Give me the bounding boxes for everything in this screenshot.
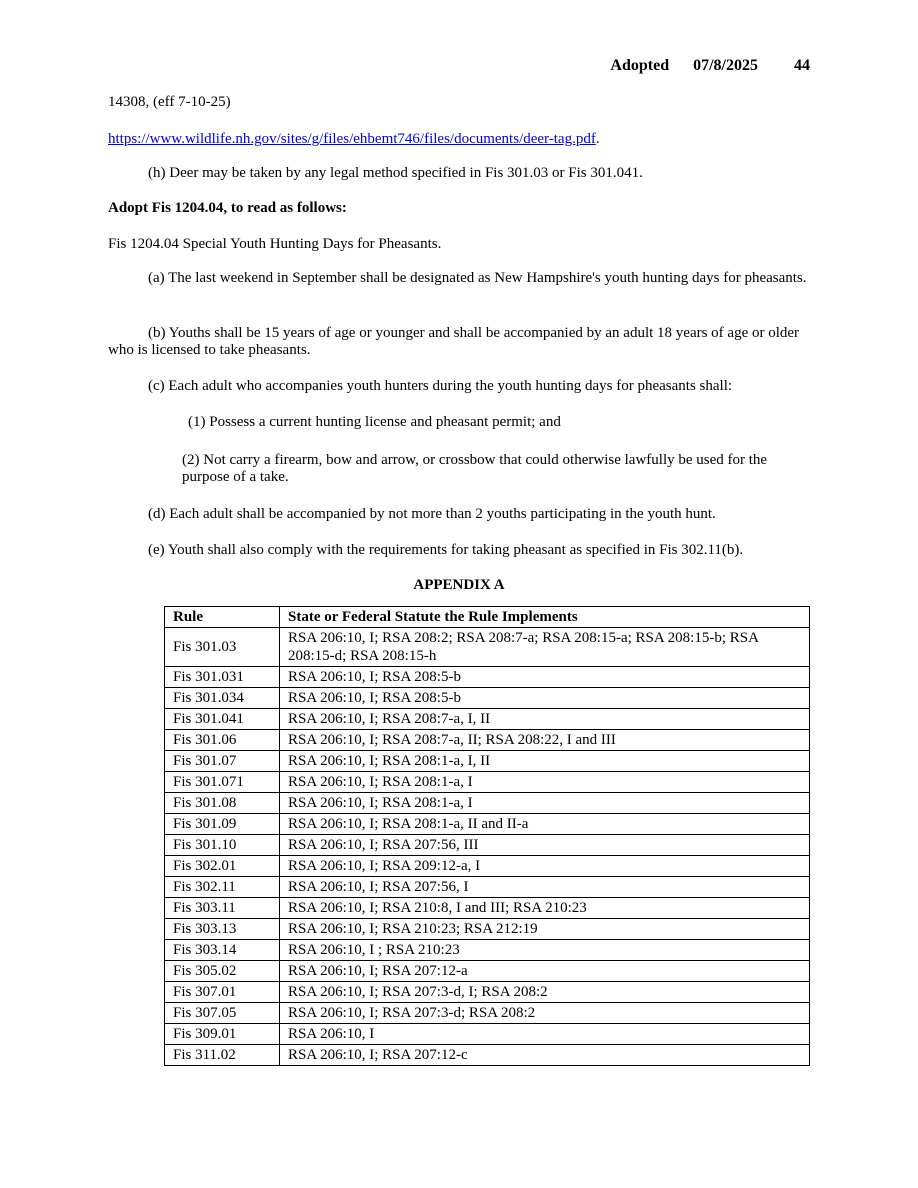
table-header-row	[165, 607, 810, 628]
rule-cell: Fis 302.01	[165, 856, 280, 877]
rule-cell: Fis 301.09	[165, 814, 280, 835]
paragraph-e: (e) Youth shall also comply with the requirements for taking pheasant as specified in Fis 302.11(b).	[148, 542, 744, 558]
link-line	[108, 131, 810, 148]
rule-cell: Fis 305.02	[165, 961, 280, 982]
page-number: 44	[794, 57, 810, 74]
rule-cell: Fis 301.071	[165, 772, 280, 793]
rule-cell: Fis 301.10	[165, 835, 280, 856]
statute-cell: RSA 206:10, I; RSA 208:1-a, II and II-a	[280, 814, 810, 835]
table-row	[165, 877, 810, 898]
statute-cell: RSA 206:10, I; RSA 207:12-a	[280, 961, 810, 982]
rule-cell: Fis 301.03	[165, 628, 280, 667]
rule-cell: Fis 301.08	[165, 793, 280, 814]
rule-cell: Fis 303.13	[165, 919, 280, 940]
rule-cell: Fis 301.031	[165, 667, 280, 688]
table-row	[165, 1045, 810, 1066]
statute-cell: RSA 206:10, I; RSA 208:2; RSA 208:7-a; RSA 208:15-a; RSA 208:15-b; RSA 208:15-d; RSA 208:15-h	[280, 628, 810, 667]
deer-tag-link[interactable]: https://www.wildlife.nh.gov/sites/g/files/ehbemt746/files/documents/deer-tag.pdf	[108, 131, 596, 147]
table-row	[165, 814, 810, 835]
table-row	[165, 1024, 810, 1045]
table-row	[165, 751, 810, 772]
rule-cell: Fis 307.01	[165, 982, 280, 1003]
column-header-rule: Rule	[165, 607, 280, 628]
adopted-date: 07/8/2025	[693, 57, 758, 74]
page-header	[610, 57, 810, 74]
rule-cell: Fis 303.14	[165, 940, 280, 961]
statute-cell: RSA 206:10, I; RSA 208:7-a, I, II	[280, 709, 810, 730]
statute-cell: RSA 206:10, I; RSA 209:12-a, I	[280, 856, 810, 877]
table-row	[165, 835, 810, 856]
rule-cell: Fis 309.01	[165, 1024, 280, 1045]
rule-cell: Fis 307.05	[165, 1003, 280, 1024]
paragraph-c: (c) Each adult who accompanies youth hunters during the youth hunting days for pheasants shall:	[148, 378, 733, 394]
statute-cell: RSA 206:10, I; RSA 207:3-d, I; RSA 208:2	[280, 982, 810, 1003]
statute-cell: RSA 206:10, I; RSA 210:23; RSA 212:19	[280, 919, 810, 940]
paragraph-b: (b) Youths shall be 15 years of age or younger and shall be accompanied by an adult 18 years of age or older who is licensed to take pheasants.	[108, 325, 800, 358]
statute-cell: RSA 206:10, I; RSA 208:1-a, I	[280, 772, 810, 793]
section-title: Fis 1204.04 Special Youth Hunting Days for Pheasants.	[108, 236, 442, 252]
statute-cell: RSA 206:10, I; RSA 210:8, I and III; RSA 210:23	[280, 898, 810, 919]
statute-cell: RSA 206:10, I; RSA 208:1-a, I	[280, 793, 810, 814]
adopted-label: Adopted	[610, 57, 670, 74]
paragraph-c1: (1) Possess a current hunting license and pheasant permit; and	[188, 414, 561, 430]
table-row	[165, 667, 810, 688]
statute-cell: RSA 206:10, I; RSA 208:5-b	[280, 667, 810, 688]
rule-cell: Fis 301.034	[165, 688, 280, 709]
rule-cell: Fis 311.02	[165, 1045, 280, 1066]
statute-cell: RSA 206:10, I; RSA 208:5-b	[280, 688, 810, 709]
rule-cell: Fis 301.06	[165, 730, 280, 751]
table-row	[165, 898, 810, 919]
statute-cell: RSA 206:10, I ; RSA 210:23	[280, 940, 810, 961]
table-body	[165, 628, 810, 1066]
table-row	[165, 772, 810, 793]
table-row	[165, 730, 810, 751]
statute-cell: RSA 206:10, I; RSA 207:12-c	[280, 1045, 810, 1066]
table-row	[165, 919, 810, 940]
table-row	[165, 982, 810, 1003]
rule-cell: Fis 301.07	[165, 751, 280, 772]
statute-cell: RSA 206:10, I; RSA 207:3-d; RSA 208:2	[280, 1003, 810, 1024]
rule-cell: Fis 301.041	[165, 709, 280, 730]
column-header-statute: State or Federal Statute the Rule Implements	[280, 607, 810, 628]
rule-cell: Fis 302.11	[165, 877, 280, 898]
reference-line: 14308, (eff 7-10-25)	[108, 94, 231, 110]
statute-cell: RSA 206:10, I; RSA 208:7-a, II; RSA 208:22, I and III	[280, 730, 810, 751]
table-row	[165, 961, 810, 982]
table-row	[165, 709, 810, 730]
table-row	[165, 856, 810, 877]
table-row	[165, 1003, 810, 1024]
statute-cell: RSA 206:10, I; RSA 208:1-a, I, II	[280, 751, 810, 772]
statute-cell: RSA 206:10, I; RSA 207:56, I	[280, 877, 810, 898]
table-row	[165, 628, 810, 667]
rule-cell: Fis 303.11	[165, 898, 280, 919]
statute-cell: RSA 206:10, I	[280, 1024, 810, 1045]
table-row	[165, 940, 810, 961]
appendix-title: APPENDIX A	[413, 577, 505, 593]
table-row	[165, 688, 810, 709]
paragraph-a: (a) The last weekend in September shall be designated as New Hampshire's youth hunting days for pheasants.	[148, 270, 807, 286]
adopt-heading: Adopt Fis 1204.04, to read as follows:	[108, 200, 347, 216]
statute-cell: RSA 206:10, I; RSA 207:56, III	[280, 835, 810, 856]
paragraph-h: (h) Deer may be taken by any legal method specified in Fis 301.03 or Fis 301.041.	[148, 165, 643, 181]
paragraph-c2: (2) Not carry a firearm, bow and arrow, or crossbow that could otherwise lawfully be used for the purpose of a take.	[182, 452, 768, 485]
table-row	[165, 793, 810, 814]
appendix-table	[164, 606, 810, 1066]
link-period: .	[595, 131, 600, 147]
paragraph-d: (d) Each adult shall be accompanied by not more than 2 youths participating in the youth hunt.	[148, 506, 716, 522]
